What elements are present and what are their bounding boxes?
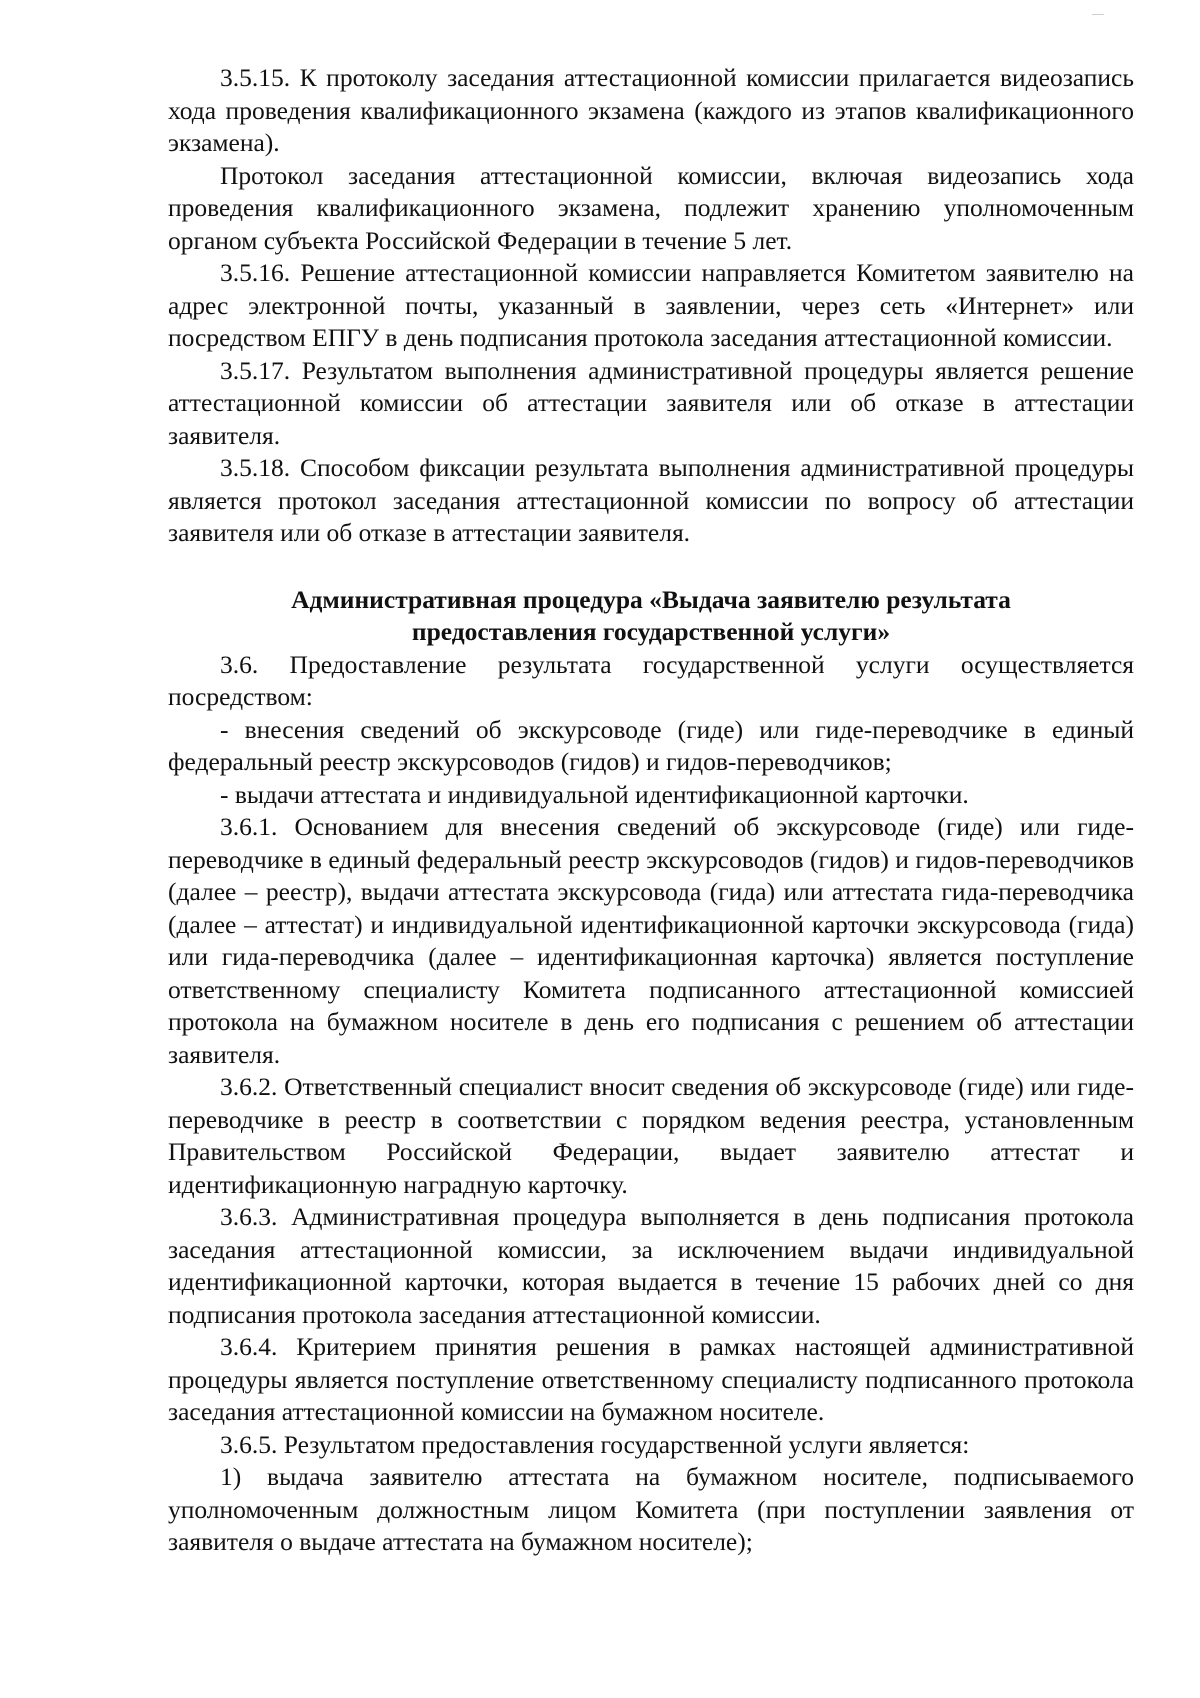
section-heading-line-1: Административная процедура «Выдача заявителю результата (291, 584, 1011, 614)
section-spacer (168, 550, 1134, 584)
paragraph-3-5-16: 3.5.16. Решение аттестационной комиссии направляется Комитетом заявителю на адрес электронной почты, указанный в заявлении, через сеть «Интернет» или посредством ЕПГУ в день подписания протокола заседания аттестационной комиссии. (168, 258, 1134, 352)
document-page (168, 62, 1134, 1559)
paragraph-3-5-15: 3.5.15. К протоколу заседания аттестационной комиссии прилагается видеозапись хода проведения квалификационного экзамена (каждого из этапов квалификационного экзамена). (168, 63, 1134, 157)
scan-artifact (1092, 14, 1104, 15)
paragraph-3-5-17: 3.5.17. Результатом выполнения административной процедуры является решение аттестационной комиссии об аттестации заявителя или об отказе в аттестации заявителя. (168, 355, 1134, 450)
paragraph-3-5-18: 3.5.18. Способом фиксации результата выполнения административной процедуры является протокол заседания аттестационной комиссии по вопросу об аттестации заявителя или об отказе в аттестации заявителя. (168, 453, 1134, 547)
paragraph-3-6-4: 3.6.4. Критерием принятия решения в рамках настоящей административной процедуры является поступление ответственному специалисту подписанного протокола заседания аттестационной комиссии на бумажном носителе. (168, 1332, 1134, 1426)
list-item-1: 1) выдача заявителю аттестата на бумажном носителе, подписываемого уполномоченным должностным лицом Комитета (при поступлении заявления от заявителя о выдаче аттестата на бумажном носителе); (168, 1462, 1134, 1556)
paragraph-protocol-storage: Протокол заседания аттестационной комиссии, включая видеозапись хода проведения квалификационного экзамена, подлежит хранению уполномоченным органом субъекта Российской Федерации в течение 5 лет. (168, 160, 1134, 255)
paragraph-3-6-2: 3.6.2. Ответственный специалист вносит сведения об экскурсоводе (гиде) или гиде-переводчике в реестр в соответствии с порядком ведения реестра, установленным Правительством Российской Федерации, выдает заявителю аттестат и идентификационную наградную карточку. (168, 1072, 1134, 1199)
paragraph-3-6-1: 3.6.1. Основанием для внесения сведений об экскурсоводе (гиде) или гиде-переводчике в единый федеральный реестр экскурсоводов (гидов) и гидов-переводчиков (далее – реестр), выдачи аттестата экскурсовода (гида) или аттестата гида-переводчика (далее – аттестат) и индивидуальной идентификационной карточки экскурсовода (гида) или гида-переводчика (далее – идентификационная карточка) является поступление ответственному специалисту Комитета подписанного аттестационной комиссией протокола на бумажном носителе в день его подписания с решением об аттестации заявителя. (168, 812, 1134, 1069)
section-heading-line-2: предоставления государственной услуги» (411, 617, 891, 646)
paragraph-3-6-5: 3.6.5. Результатом предоставления государственной услуги является: (220, 1429, 970, 1459)
paragraph-3-6: 3.6. Предоставление результата государственной услуги осуществляется посредством: (168, 649, 1134, 711)
list-item-certificate: - выдачи аттестата и индивидуальной идентификационной карточки. (220, 779, 969, 809)
list-item-registry: - внесения сведений об экскурсоводе (гиде) или гиде-переводчике в единый федеральный реестр экскурсоводов (гидов) и гидов-переводчиков; (168, 714, 1134, 776)
paragraph-3-6-3: 3.6.3. Административная процедура выполняется в день подписания протокола заседания аттестационной комиссии, за исключением выдачи индивидуальной идентификационной карточки, которая выдается в течение 15 рабочих дней со дня подписания протокола заседания аттестационной комиссии. (168, 1202, 1134, 1329)
